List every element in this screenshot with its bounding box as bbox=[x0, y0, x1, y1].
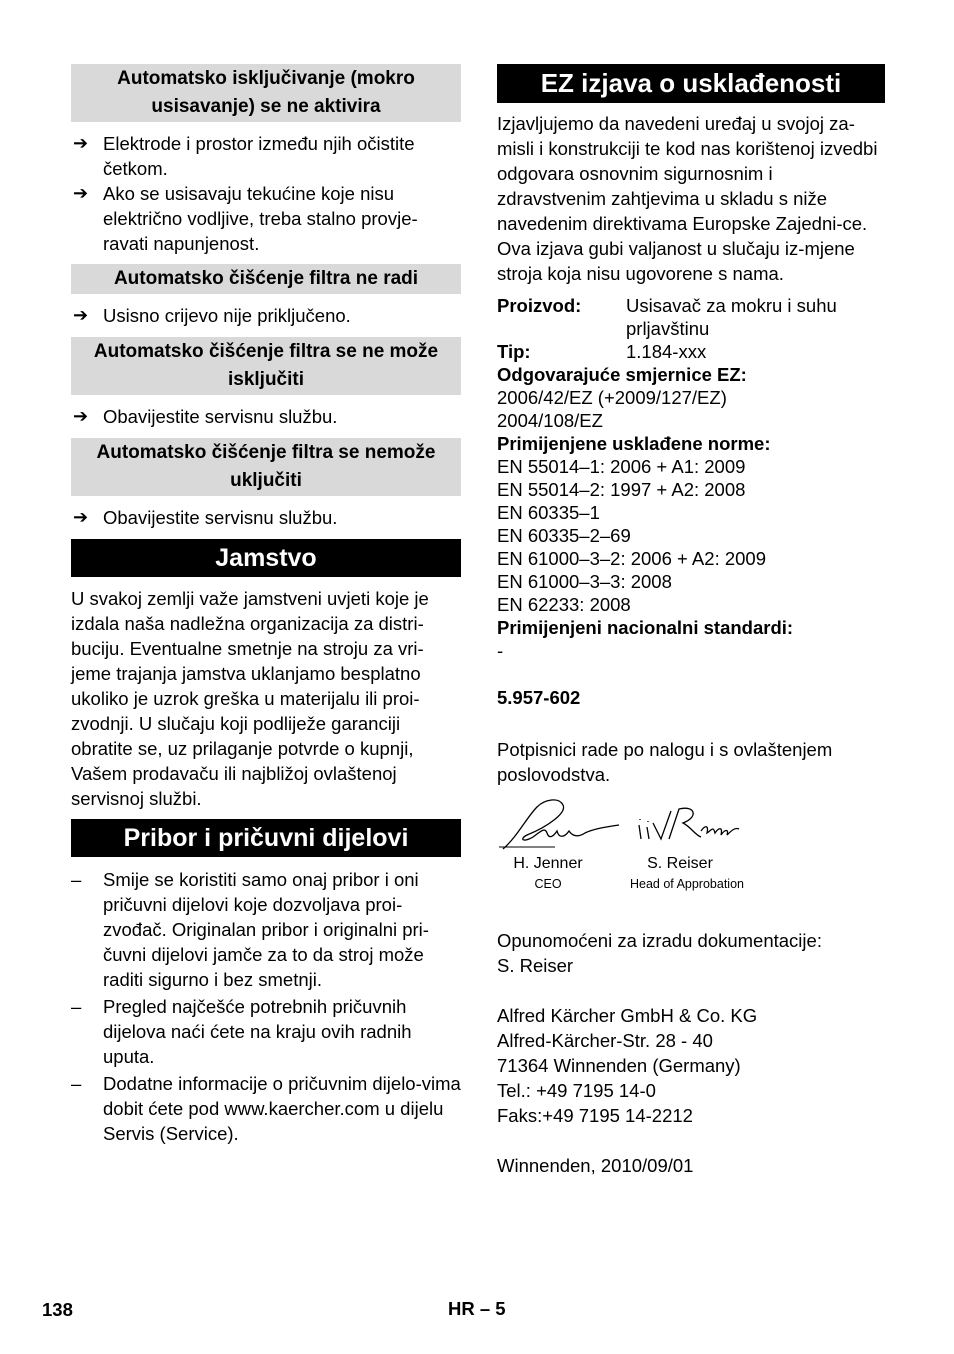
list-item-text: Pregled najčešće potrebnih pričuvnih dijelova naći ćete na kraju ovih radnih uputa. bbox=[103, 996, 412, 1067]
address-line: Faks:+49 7195 14-2212 bbox=[497, 1105, 693, 1126]
list-item-text: Smije se koristiti samo onaj pribor i oni pričuvni dijelovi koje dozvoljava proi-zvođač. Originalan pribor i originalni pri-čuvni dijelovi jamče za to da stroj može raditi sigurno i bez smetnji. bbox=[103, 869, 429, 990]
list-item-text: Obavijestite servisnu službu. bbox=[103, 507, 338, 528]
section-heading-auto-shutoff: Automatsko isključivanje (mokro usisavanje) se ne aktivira bbox=[71, 64, 461, 122]
signature-jenner-icon bbox=[497, 797, 627, 855]
section-heading-warranty: Jamstvo bbox=[71, 539, 461, 577]
norm-item: EN 61000–3–3: 2008 bbox=[497, 571, 672, 592]
list-item-text: Dodatne informacije o pričuvnim dijelo-vima dobit ćete pod www.kaercher.com u dijelu Servis (Service). bbox=[103, 1073, 461, 1144]
page-number: 138 bbox=[42, 1299, 73, 1320]
arrow-right-icon: ➔ bbox=[73, 183, 89, 203]
product-value: Usisavač za mokru i suhu prljavštinu bbox=[626, 295, 837, 339]
list-item-text: Elektrode i prostor između njih očistite četkom. bbox=[103, 133, 415, 179]
signer-2-name: S. Reiser bbox=[647, 855, 713, 872]
signers-text: Potpisnici rade po nalogu i s ovlaštenjem poslovodstva. bbox=[497, 739, 833, 785]
norm-item: EN 60335–2–69 bbox=[497, 525, 631, 546]
norms-label: Primijenjene usklađene norme: bbox=[497, 433, 771, 454]
section-heading-accessories: Pribor i pričuvni dijelovi bbox=[71, 819, 461, 857]
list-item bbox=[71, 867, 461, 992]
list-item bbox=[71, 303, 461, 328]
section-heading-ec-declaration: EZ izjava o usklađenosti bbox=[497, 64, 885, 103]
list-item-text: Obavijestite servisnu službu. bbox=[103, 406, 338, 427]
dash-bullet-icon: – bbox=[71, 996, 82, 1017]
dash-bullet-icon: – bbox=[71, 1073, 82, 1094]
norm-item: EN 55014–1: 2006 + A1: 2009 bbox=[497, 456, 746, 477]
norm-item: EN 60335–1 bbox=[497, 502, 600, 523]
product-label: Proizvod: bbox=[497, 295, 582, 316]
type-label: Tip: bbox=[497, 341, 531, 362]
list-item-text: Usisno crijevo nije priključeno. bbox=[103, 305, 351, 326]
directive-item: 2006/42/EZ (+2009/127/EZ) bbox=[497, 387, 727, 408]
page-section-label: HR – 5 bbox=[448, 1298, 506, 1319]
type-row bbox=[497, 340, 885, 363]
list-item bbox=[71, 994, 461, 1069]
arrow-right-icon: ➔ bbox=[73, 406, 89, 426]
arrow-right-icon: ➔ bbox=[73, 305, 89, 325]
section-heading-filter-cannot-on: Automatsko čišćenje filtra se nemože uključiti bbox=[71, 438, 461, 496]
norm-item: EN 55014–2: 1997 + A2: 2008 bbox=[497, 479, 746, 500]
section-heading-filter-cleaning: Automatsko čišćenje filtra ne radi bbox=[71, 264, 461, 294]
address-line: 71364 Winnenden (Germany) bbox=[497, 1055, 741, 1076]
signature-reiser-icon bbox=[635, 803, 745, 853]
address-line: Tel.: +49 7195 14-0 bbox=[497, 1080, 656, 1101]
left-column bbox=[71, 64, 461, 1146]
national-standards-value: - bbox=[497, 640, 504, 661]
authorized-name: S. Reiser bbox=[497, 955, 574, 976]
signer-2-title: Head of Approbation bbox=[630, 877, 744, 891]
authorized-label: Opunomoćeni za izradu dokumentacije: bbox=[497, 930, 822, 951]
arrow-right-icon: ➔ bbox=[73, 133, 89, 153]
directives-label: Odgovarajuće smjernice EZ: bbox=[497, 364, 747, 385]
product-row bbox=[497, 294, 885, 340]
declaration-intro: Izjavljujemo da navedeni uređaj u svojoj za-misli i konstrukciji te kod nas korištenoj izvedbi odgovara osnovnim sigurnosnim i zdravstvenim zahtjevima u skladu s niže navedenim direktivama Europske Zajedni-ce. Ova izjava gubi valjanost u slučaju iz-mjene stroja koja nisu ugovorene s nama. bbox=[497, 113, 878, 284]
dash-bullet-icon: – bbox=[71, 869, 82, 890]
signer-1-name: H. Jenner bbox=[513, 855, 583, 872]
type-value: 1.184-xxx bbox=[626, 341, 707, 362]
warranty-text: U svakoj zemlji važe jamstveni uvjeti koje je izdala naša nadležna organizacija za distri-buciju. Eventualne smetnje na stroju za vri-jeme trajanja jamstva uklanjamo besplatno ukoliko je uzrok greška u materijalu ili proi-zvodnji. U slučaju koji podliježe garanciji obratite se, uz prilaganje potvrde o kupnji, Vašem prodavaču ili najbližoj ovlaštenoj servisnoj službi. bbox=[71, 588, 429, 809]
national-standards-label: Primijenjeni nacionalni standardi: bbox=[497, 617, 794, 638]
arrow-right-icon: ➔ bbox=[73, 507, 89, 527]
norm-item: EN 62233: 2008 bbox=[497, 594, 631, 615]
document-number: 5.957-602 bbox=[497, 687, 581, 708]
signer-1-title: CEO bbox=[534, 877, 562, 891]
norm-item: EN 61000–3–2: 2006 + A2: 2009 bbox=[497, 548, 766, 569]
list-item bbox=[71, 181, 461, 256]
place-date: Winnenden, 2010/09/01 bbox=[497, 1155, 694, 1176]
address-line: Alfred Kärcher GmbH & Co. KG bbox=[497, 1005, 758, 1026]
directive-item: 2004/108/EZ bbox=[497, 410, 603, 431]
address-line: Alfred-Kärcher-Str. 28 - 40 bbox=[497, 1030, 713, 1051]
list-item bbox=[71, 404, 461, 429]
list-item bbox=[71, 505, 461, 530]
list-item bbox=[71, 131, 461, 181]
list-item-text: Ako se usisavaju tekućine koje nisu električno vodljive, treba stalno provje-ravati napunjenost. bbox=[103, 183, 418, 254]
signature-block bbox=[497, 797, 885, 897]
section-heading-filter-cannot-off: Automatsko čišćenje filtra se ne može isključiti bbox=[71, 337, 461, 395]
list-item bbox=[71, 1071, 461, 1146]
right-column bbox=[497, 64, 885, 1178]
